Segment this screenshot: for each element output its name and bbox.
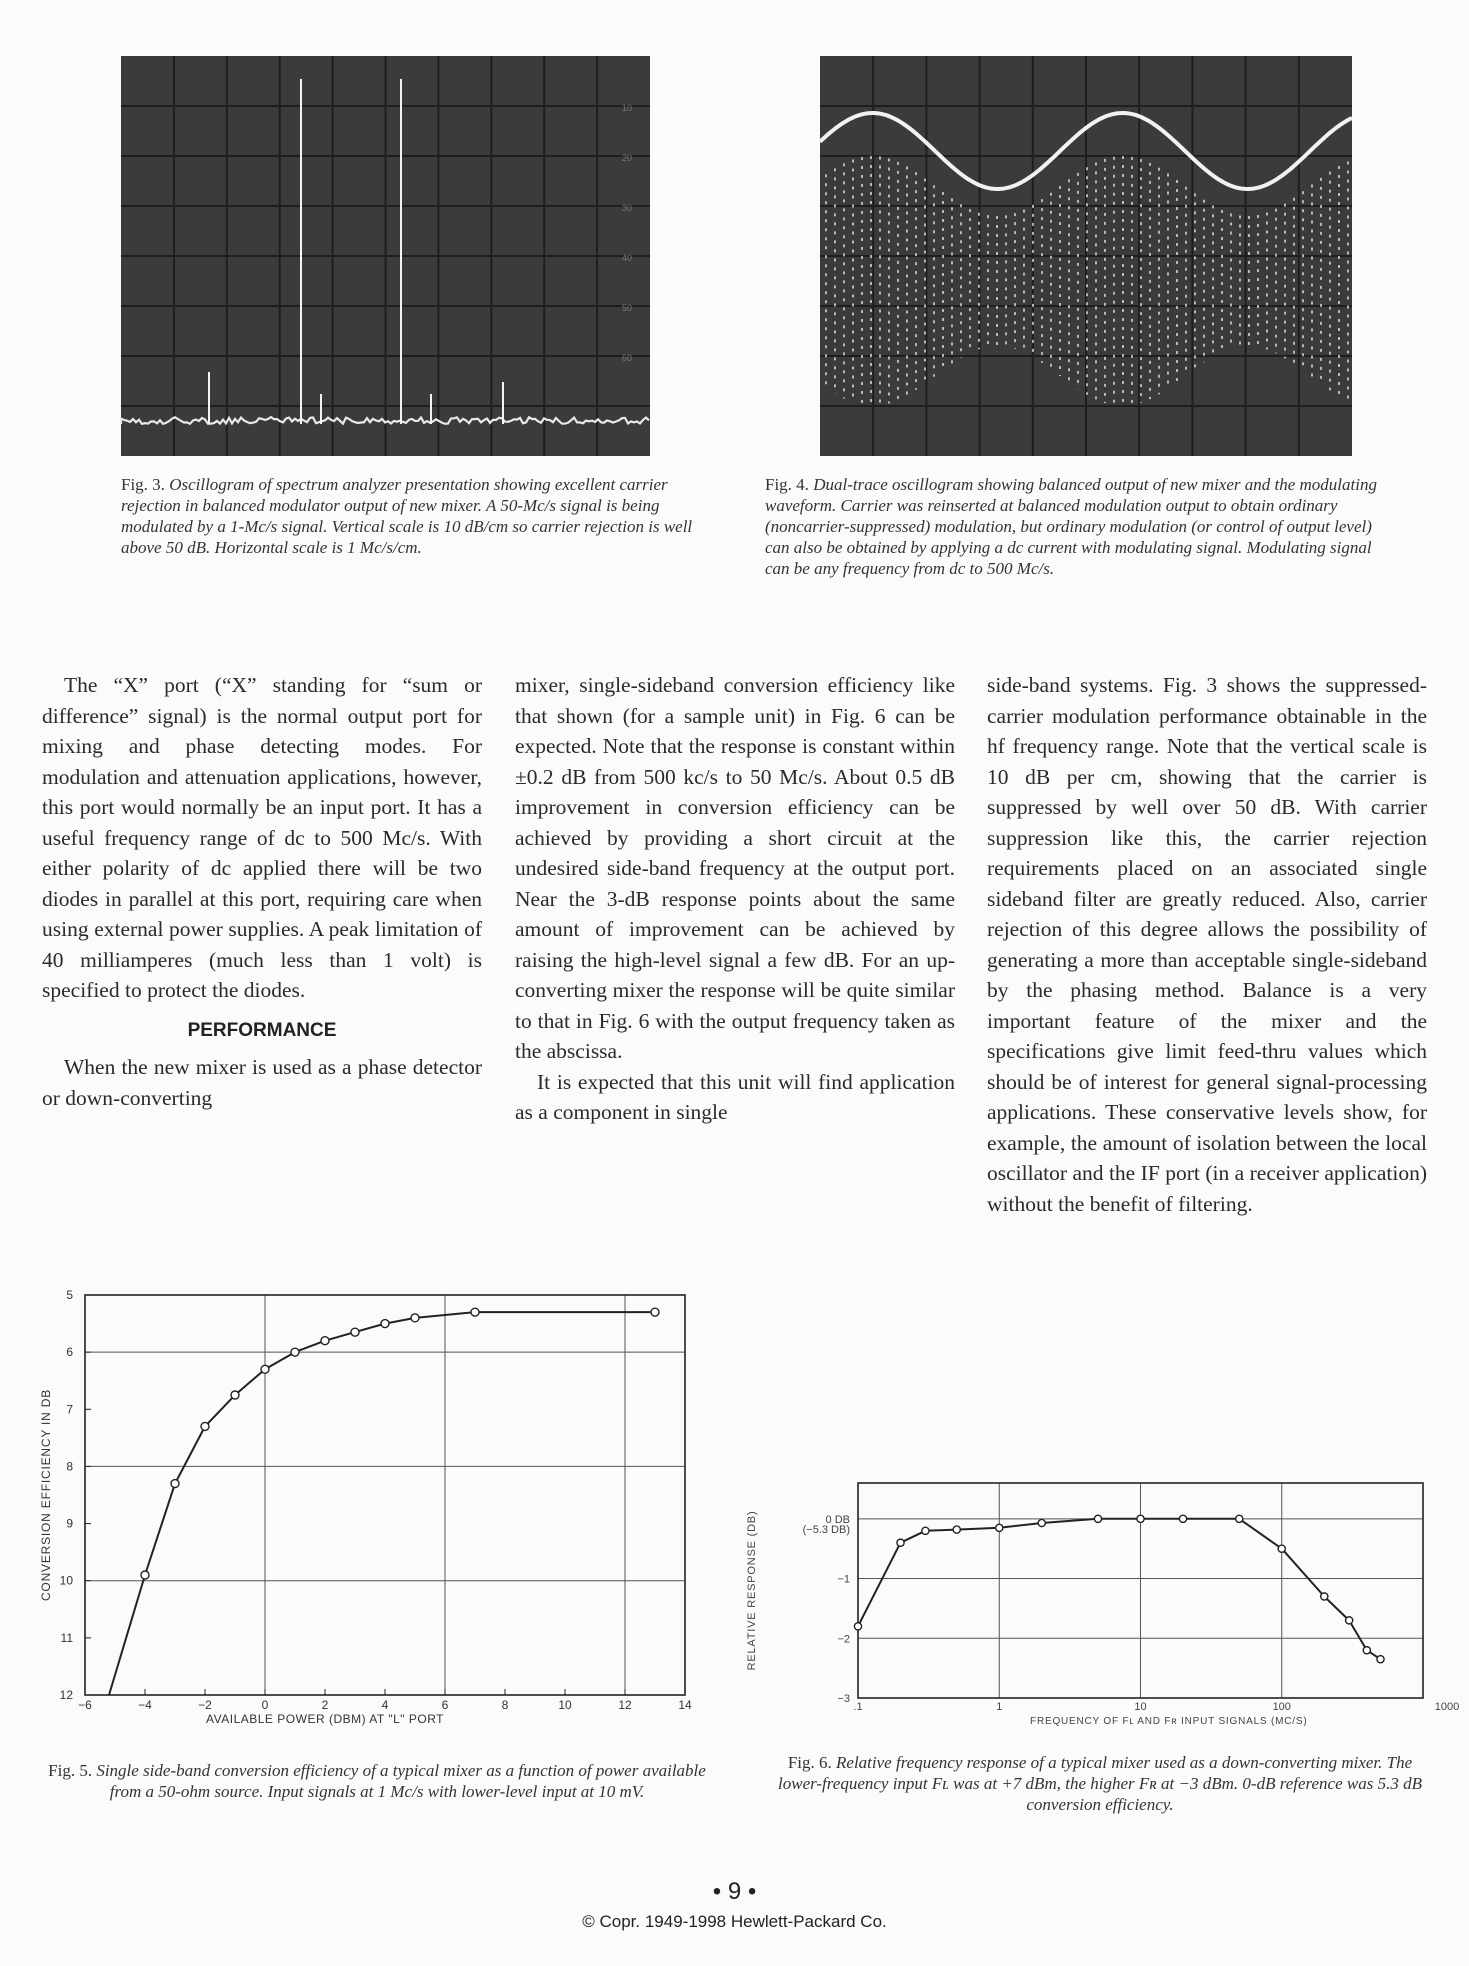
- fig6-data-point: [1321, 1593, 1328, 1600]
- fig5-x-tick-label: 2: [321, 1698, 329, 1712]
- fig5-data-point: [231, 1391, 239, 1399]
- fig6-data-point: [1179, 1515, 1186, 1522]
- fig6-data-point: [1137, 1515, 1144, 1522]
- fig6-x-tick-label: 1: [996, 1701, 1003, 1713]
- fig5-x-tick-label: 10: [558, 1698, 572, 1712]
- fig3-spectrum-trace: [121, 56, 650, 456]
- fig6-caption-lead: Fig. 6.: [787, 1753, 832, 1772]
- fig5-caption-lead: Fig. 5.: [48, 1761, 93, 1780]
- fig4-caption-lead: Fig. 4.: [765, 475, 809, 494]
- fig4-oscillogram: [820, 56, 1352, 456]
- fig5-x-tick-label: 0: [261, 1698, 269, 1712]
- fig5-caption: [42, 1760, 712, 1802]
- fig6-data-point: [996, 1524, 1003, 1531]
- fig5-data-point: [261, 1365, 269, 1373]
- fig5-y-tick-label: 6: [66, 1345, 73, 1360]
- fig5-y-tick-label: 7: [66, 1402, 73, 1417]
- fig5-x-tick-label: 8: [501, 1698, 509, 1712]
- fig5-x-tick-label: −6: [78, 1698, 92, 1712]
- fig6-data-point: [953, 1526, 960, 1533]
- fig5-y-tick-label: 5: [66, 1288, 73, 1302]
- fig3-graticule-label: 10: [622, 103, 633, 113]
- fig5-series-line: [109, 1312, 655, 1695]
- fig3-caption: [121, 474, 701, 558]
- fig5-data-point: [291, 1348, 299, 1356]
- fig5-chart: [30, 1285, 710, 1745]
- fig5-y-tick-label: 9: [66, 1516, 73, 1531]
- fig3-oscillogram: [121, 56, 650, 456]
- fig6-data-point: [922, 1527, 929, 1534]
- fig6-x-tick-label: 10: [1134, 1701, 1147, 1713]
- fig6-data-point: [1038, 1519, 1045, 1526]
- fig3-graticule-label: 20: [622, 153, 633, 163]
- fig6-x-tick-label: 1000: [1434, 1701, 1460, 1713]
- fig5-data-point: [351, 1328, 359, 1336]
- fig6-y-tick-label: (−5.3 DB): [802, 1523, 850, 1536]
- fig5-x-tick-label: 12: [618, 1698, 632, 1712]
- fig6-caption: [770, 1752, 1430, 1815]
- col2-paragraph-2: It is expected that this unit will find application as a component in single: [515, 1069, 955, 1124]
- fig5-data-point: [651, 1308, 659, 1316]
- text-column-1: [42, 670, 482, 1113]
- fig5-x-tick-label: 14: [678, 1698, 692, 1712]
- fig6-y-axis-label: RELATIVE RESPONSE (DB): [746, 1510, 758, 1671]
- fig6-data-point: [1236, 1515, 1243, 1522]
- fig5-data-point: [381, 1320, 389, 1328]
- fig6-data-point: [854, 1623, 861, 1630]
- fig6-data-point: [1346, 1617, 1353, 1624]
- fig6-x-tick-label: .1: [853, 1701, 863, 1713]
- fig5-x-tick-label: 6: [441, 1698, 449, 1712]
- fig3-graticule-label: 30: [622, 203, 633, 213]
- fig6-caption-text: Relative frequency response of a typical mixer used as a down-converting mixer. The lower-frequency input Fʟ was at +7 dBm, the higher Fʀ at −3 dBm. 0-dB reference was 5.3 dB conversion efficiency.: [778, 1753, 1422, 1814]
- fig6-data-point: [1363, 1647, 1370, 1654]
- fig6-y-tick-label: −3: [837, 1693, 850, 1705]
- fig3-caption-lead: Fig. 3.: [121, 475, 165, 494]
- col1-paragraph-2: When the new mixer is used as a phase detector or down-converting: [42, 1055, 482, 1110]
- text-column-2: [515, 670, 955, 1128]
- fig5-data-point: [141, 1571, 149, 1579]
- fig6-y-tick-label: 0 DB: [825, 1513, 850, 1526]
- fig6-y-tick-label: −1: [837, 1573, 850, 1586]
- fig6-data-point: [1278, 1545, 1285, 1552]
- fig4-caption: [765, 474, 1395, 579]
- fig5-data-point: [471, 1308, 479, 1316]
- col3-paragraph-1: side-band systems. Fig. 3 shows the suppressed-carrier modulation performance obtainable in the hf frequency range. Note that the vertical scale is 10 dB per cm, showing that the carrier is suppressed by well over 50 dB. With carrier suppression like this, the carrier rejection requirements placed on an associated single sideband filter are greatly reduced. Also, carrier rejection of this degree allows the possibility of generating a more than acceptable single-sideband by the phasing method. Balance is a very important feature of the mixer and the specifications give limit feed-thru values which should be of interest for general signal-processing applications. These conservative levels show, for example, the amount of isolation between the local oscillator and the IF port (in a receiver application) without the benefit of filtering.: [987, 673, 1427, 1216]
- fig5-data-point: [411, 1314, 419, 1322]
- fig5-y-axis-label: CONVERSION EFFICIENCY IN DB: [39, 1388, 53, 1602]
- fig5-data-point: [201, 1422, 209, 1430]
- fig6-data-point: [1094, 1515, 1101, 1522]
- page-number: • 9 •: [712, 1878, 757, 1905]
- fig5-y-tick-label: 11: [60, 1630, 73, 1645]
- fig6-y-tick-label: −2: [837, 1633, 850, 1646]
- fig6-x-axis-label: FREQUENCY OF Fʟ AND Fʀ INPUT SIGNALS (MC/S): [1030, 1716, 1308, 1727]
- fig5-x-tick-label: −2: [198, 1698, 212, 1712]
- col1-paragraph-1: The “X” port (“X” standing for “sum or difference” signal) is the normal output port for mixing and phase detecting modes. For modulation and attenuation applications, however, this port would normally be an input port. It has a useful frequency range of dc to 500 Mc/s. With either polarity of dc applied there will be two diodes in parallel at this port, requiring care when using external power supplies. A peak limitation of 40 milliamperes (much less than 1 volt) is specified to protect the diodes.: [42, 673, 482, 1002]
- fig5-y-tick-label: 8: [66, 1459, 73, 1474]
- fig5-x-axis-label: AVAILABLE POWER (DBM) AT "L" PORT: [206, 1712, 444, 1726]
- fig4-dual-trace: [820, 56, 1352, 456]
- col2-paragraph-1: mixer, single-sideband conversion efficiency like that shown (for a sample unit) in Fig. 6 can be expected. Note that the response is constant within ±0.2 dB from 500 kc/s to 50 Mc/s. About 0.5 dB improvement in conversion efficiency can be achieved by providing a short circuit at the undesired side-band frequency at the output port. Near the 3-dB response points about the same amount of improvement can be achieved by raising the high-level signal a few dB. For an up-converting mixer the response will be quite similar to that in Fig. 6 with the output frequency taken as the abscissa.: [515, 673, 955, 1063]
- fig5-y-tick-label: 10: [59, 1573, 73, 1588]
- fig5-x-tick-label: −4: [138, 1698, 152, 1712]
- text-column-3: [987, 670, 1427, 1219]
- copyright-notice: © Copr. 1949-1998 Hewlett-Packard Co.: [582, 1912, 887, 1931]
- section-heading-performance: PERFORMANCE: [187, 1019, 337, 1041]
- fig6-x-tick-label: 100: [1272, 1701, 1291, 1713]
- fig5-x-tick-label: 4: [381, 1698, 389, 1712]
- fig3-graticule-label: 60: [622, 353, 633, 363]
- fig6-data-point: [897, 1539, 904, 1546]
- fig3-graticule-label: 40: [622, 253, 633, 263]
- fig6-data-point: [1377, 1656, 1384, 1663]
- fig3-caption-text: Oscillogram of spectrum analyzer presentation showing excellent carrier rejection in balanced modulator output of new mixer. A 50-Mc/s signal is being modulated by a 1-Mc/s signal. Vertical scale is 10 dB/cm so carrier rejection is well above 50 dB. Horizontal scale is 1 Mc/s/cm.: [121, 475, 693, 557]
- fig4-caption-text: Dual-trace oscillogram showing balanced output of new mixer and the modulating waveform. Carrier was reinserted at balanced modulation output to obtain ordinary (noncarrier-suppressed) modulation, but ordinary modulation (or control of output level) can also be obtained by applying a dc current with modulating signal. Modulating signal can be any frequency from dc to 500 Mc/s.: [765, 475, 1377, 578]
- fig6-chart: [730, 1455, 1460, 1735]
- fig5-y-tick-label: 12: [59, 1688, 73, 1702]
- fig5-data-point: [321, 1337, 329, 1345]
- fig5-caption-text: Single side-band conversion efficiency of a typical mixer as a function of power available from a 50-ohm source. Input signals at 1 Mc/s with lower-level input at 10 mV.: [96, 1761, 706, 1801]
- fig3-graticule-label: 50: [622, 303, 633, 313]
- fig5-plot-frame: [85, 1295, 685, 1695]
- fig5-data-point: [171, 1480, 179, 1488]
